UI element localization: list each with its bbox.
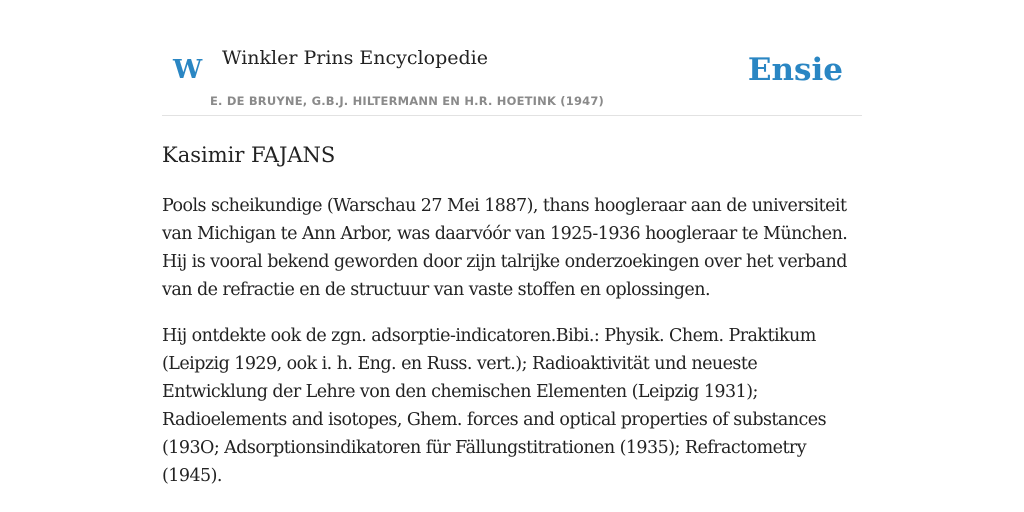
paragraph-line: Hij is vooral bekend geworden door zijn talrijke onderzoekingen over het verband	[162, 252, 847, 272]
ensie-logo[interactable]: Ensie	[747, 52, 843, 88]
source-title[interactable]: Winkler Prins Encyclopedie	[222, 47, 488, 69]
paragraph-line: Pools scheikundige (Warschau 27 Mei 1887), thans hoogleraar aan de universiteit	[162, 196, 847, 216]
paragraph-1	[162, 192, 862, 304]
paragraph-line: van de refractie en de structuur van vaste stoffen en oplossingen.	[162, 280, 710, 300]
paragraph-line: Radioelements and isotopes, Ghem. forces and optical properties of substances	[162, 410, 826, 430]
header-divider	[162, 115, 862, 116]
winkler-prins-logo[interactable]: W	[173, 55, 203, 85]
paragraph-line: Entwicklung der Lehre von den chemischen Elementen (Leipzig 1931);	[162, 382, 758, 402]
entry-body	[162, 192, 862, 508]
paragraph-2	[162, 322, 862, 490]
paragraph-line: van Michigan te Ann Arbor, was daarvóór van 1925-1936 hoogleraar te München.	[162, 224, 848, 244]
paragraph-line: (193O; Adsorptionsindikatoren für Fällungstitrationen (1935); Refractometry	[162, 438, 807, 458]
paragraph-line: Hij ontdekte ook de zgn. adsorptie-indicatoren.Bibi.: Physik. Chem. Praktikum	[162, 326, 816, 346]
entry-title: Kasimir FAJANS	[162, 143, 336, 167]
paragraph-line: (1945).	[162, 466, 222, 486]
paragraph-line: (Leipzig 1929, ook i. h. Eng. en Russ. vert.); Radioaktivität und neueste	[162, 354, 758, 374]
source-authors: E. DE BRUYNE, G.B.J. HILTERMANN EN H.R. HOETINK (1947)	[210, 94, 605, 108]
